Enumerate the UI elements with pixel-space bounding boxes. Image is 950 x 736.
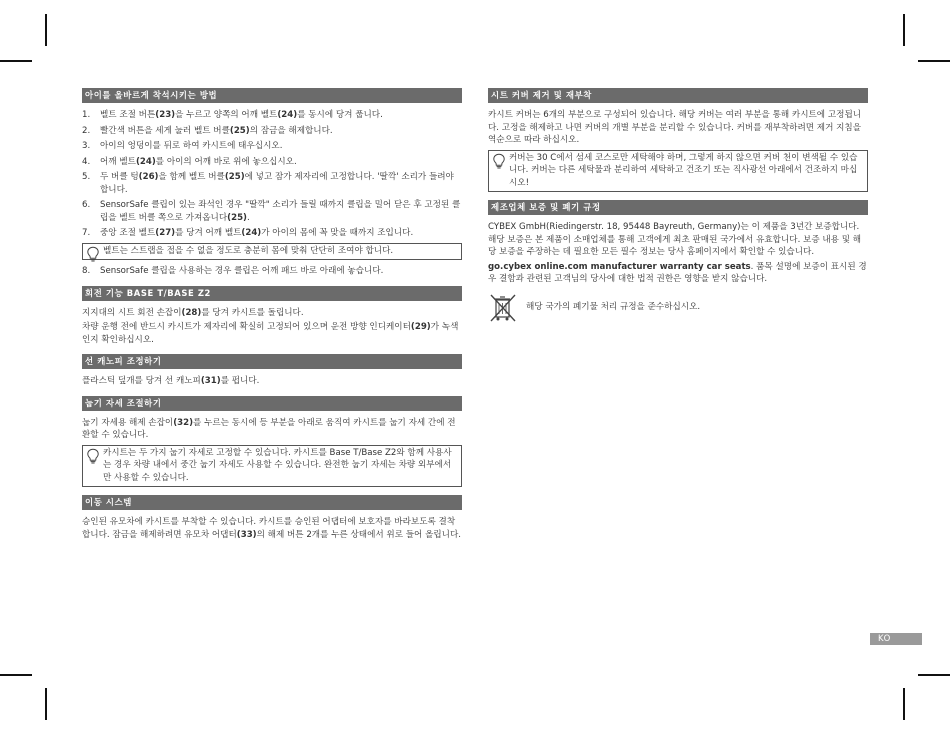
lightbulb-icon [86,448,100,464]
language-tab: KO [870,633,922,645]
step-item: 7. 중앙 조절 벨트(27)를 당겨 어깨 벨트(24)가 아이의 몸에 꼭 맞을 때까지 조입니다. [82,228,414,238]
crop-mark [918,674,950,676]
paragraph: 눕기 자세용 해제 손잡이(32)를 누르는 동시에 등 부분을 아래로 움직여 카시트를 눕기 자세 간에 전환할 수 있습니다. [82,417,456,440]
step-list [82,265,462,278]
lightbulb-icon [492,153,506,169]
paragraph: 지지대의 시트 회전 손잡이(28)를 당겨 카시트를 돌립니다. [82,307,304,318]
paragraph: 차량 운행 전에 반드시 카시트가 제자리에 확실히 고정되어 있으며 운전 방향 인디케이터(29)가 녹색인지 확인하십시오. [82,322,459,345]
crossed-bin-icon [488,292,518,324]
lightbulb-icon [86,246,100,262]
note-box [488,150,868,193]
note-text: 카시트는 두 가지 눕기 자세로 고정할 수 있습니다. 카시트를 Base T/Base Z2와 함께 사용사는 경우 차량 내에서 중간 눕기 자세도 사용할 수 있습니다. 완전한 눕기 자세는 차량 외부에서만 사용할 수 있습니다. [103,447,452,483]
note-text: 벨트는 스트랩을 접을 수 없을 정도로 충분히 몸에 맞춰 단단히 조여야 합니다. [103,245,394,256]
paragraph: 카시트 커버는 6개의 부분으로 구성되어 있습니다. 해당 커버는 여러 부분을 통해 카시트에 고정됩니다. 고정을 해제하고 나면 커버의 개별 부분을 분리할 수 있습니다. 커버를 재부착하려면 제거 지침을 역순으로 따라 하십시오. [488,110,862,145]
section-canopy [82,354,462,388]
step-item: 4. 어깨 벨트(24)를 아이의 어깨 바로 위에 놓으십시오. [82,156,297,167]
step-list [82,109,462,240]
step-item: 8. SensorSafe 클립을 사용하는 경우 클립은 어깨 패드 바로 아래에 놓습니다. [82,266,384,276]
step-item: 2. 빨간색 버튼을 세게 눌러 벨트 버클(25)의 잠금을 해제합니다. [82,125,333,136]
note-box [82,243,462,261]
disposal-notice [488,292,868,324]
section-header: 회전 기능 BASE T/BASE Z2 [82,286,462,301]
crop-mark [45,688,47,720]
note-box [82,445,462,488]
paragraph: 승인된 유모차에 카시트를 부착할 수 있습니다. 카시트를 승인된 어댑터에 보호자를 바라보도록 결착합니다. 잠금을 해제하려면 유모차 어댑터(33)의 해제 버튼 2개를 누른 상태에서 위로 들어 올립니다. [82,517,462,540]
section-recline [82,396,462,488]
section-header: 시트 커버 제거 및 재부착 [488,88,868,103]
paragraph: go.cybex online.com manufacturer warranty car seats. 품목 설명에 보증이 표시된 경우 결함과 관련된 고객님의 당사에 대한 법적 권한은 영향을 받지 않습니다. [488,261,867,284]
section-header: 눕기 자세 조절하기 [82,396,462,411]
paragraph: 플라스틱 덮개를 당겨 선 캐노피(31)를 펍니다. [82,376,260,386]
section-seating [82,88,462,278]
section-header: 선 캐노피 조정하기 [82,354,462,369]
section-warranty [488,200,868,324]
crop-mark [0,674,32,676]
section-header: 제조업체 보증 및 폐기 규정 [488,200,868,215]
crop-mark [45,14,47,46]
disposal-text: 해당 국가의 폐기물 처리 규정을 준수하십시오. [526,302,701,313]
crop-mark [0,60,32,62]
section-cover [488,88,868,192]
section-header: 아이를 올바르게 착석시키는 방법 [82,88,462,103]
section-travel-system [82,495,462,541]
note-text: 커버는 30 C에서 섬세 코스로만 세탁해야 하며, 그렇게 하지 않으면 커버 천이 변색될 수 있습니다. 커버는 다른 세탁물과 분리하여 세탁하고 건조기 또는 직사광선 아래에서 건조하지 마십시오! [509,152,858,188]
paragraph: CYBEX GmbH(Riedingerstr. 18, 95448 Bayreuth, Germany)는 이 제품을 3년간 보증합니다. 해당 보증은 본 제품이 소매업체를 통해 고객에게 최초 판매된 국가에서 유효합니다. 보증 내용 및 해당 보증을 주장하는 데 필요한 모든 필수 정보는 당사 홈페이지에서 확인할 수 있습니다. [488,222,862,257]
crop-mark [918,60,950,62]
step-item: 3. 아이의 엉덩이를 뒤로 하여 카시트에 태우십시오. [82,141,283,151]
step-item: 5. 두 버클 텅(26)을 함께 벨트 버클(25)에 넣고 잠가 제자리에 고정합니다. '딸깍' 소리가 들려야 합니다. [82,172,454,195]
crop-mark [903,688,905,720]
section-header: 이동 시스템 [82,495,462,510]
step-item: 6. SensorSafe 클립이 있는 좌석인 경우 "딸깍" 소리가 들릴 때까지 클립을 밀어 닫은 후 고정된 클립을 벨트 버클 쪽으로 가져옵니다(25). [82,200,461,223]
left-column [82,88,462,549]
warranty-link: go.cybex online.com manufacturer warranty car seats [488,261,751,272]
section-rotation [82,286,462,347]
crop-mark [903,14,905,46]
step-item: 1. 벨트 조절 버튼(23)을 누르고 양쪽의 어깨 벨트(24)를 동시에 당겨 풉니다. [82,110,383,120]
right-column [488,88,868,332]
